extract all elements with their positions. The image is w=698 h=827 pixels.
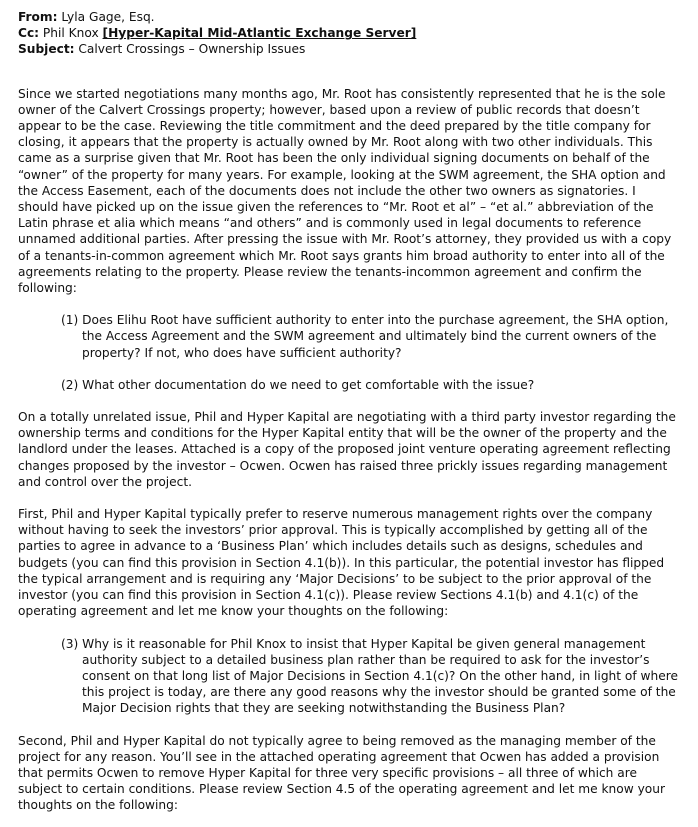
cc-value: Phil Knox [42,26,99,41]
from-line [18,9,678,25]
from-label: From: [18,10,58,24]
cc-server-link[interactable]: [Hyper-Kapital Mid-Atlantic Exchange Server] [102,26,417,41]
paragraph-investor: On a totally unrelated issue, Phil and Hyper Kapital are negotiating with a third party investor regarding the ownership terms and conditions for the Hyper Kapital entity that will be the owner of the property and the landlord under the leases. Attached is a copy of the proposed joint venture operating agreement reflecting changes proposed by the investor – Ocwen. Ocwen has raised three prickly issues regarding management and control over the project. [18,410,676,489]
from-value: Lyla Gage, Esq. [61,10,155,24]
cc-label: Cc: [18,26,40,41]
subject-line [18,41,678,57]
subject-value: Calvert Crossings – Ownership Issues [78,42,306,57]
cc-line [18,25,678,41]
question-1: (1) Does Elihu Root have sufficient authority to enter into the purchase agreement, the SHA option, the Access Agreement and the SWM agreement and ultimately bind the current owners of the property? If not, who does have sufficient authority? [61,313,669,360]
question-3: (3) Why is it reasonable for Phil Knox to insist that Hyper Kapital be given general management authority subject to a detailed business plan rather than be required to ask for the investor’s consent on that long list of Major Decisions in Section 4.1(c)? On the other hand, in light of where this project is today, are there any good reasons why the investor should be granted some of the Major Decision rights that they are seeking notwithstanding the Business Plan? [61,636,678,716]
subject-label: Subject: [18,42,75,57]
paragraph-management-rights: First, Phil and Hyper Kapital typically prefer to reserve numerous management rights over the company without having to seek the investors’ prior approval. This is typically accomplished by getting all of the parties to agree in advance to a ‘Business Plan’ which includes details such as designs, schedules and budgets (you can find this provision in Section 4.1(b)). In this particular, the potential investor has flipped the typical arrangement and is requiring any ‘Major Decisions’ to be subject to the prior approval of the investor (you can find this provision in Section 4.1(c)). Please review Sections 4.1(b) and 4.1(c) of the operating agreement and let me know your thoughts on the following: [18,507,665,619]
question-2: (2) What other documentation do we need to get comfortable with the issue? [61,377,535,392]
paragraph-ownership: Since we started negotiations many months ago, Mr. Root has consistently represented that he is the sole owner of the Calvert Crossings property; however, based upon a review of public records that doesn’t appear to be the case. Reviewing the title commitment and the deed prepared by the title company for closing, it appears that the property is actually owned by Mr. Root along with two other individuals. This came as a surprise given that Mr. Root has been the only individual signing documents on behalf of the “owner” of the property for many years. For example, looking at the SWM agreement, the SHA option and the Access Easement, each of the documents does not include the other two owners as signatories. I should have picked up on the issue given the references to “Mr. Root et al” – “et al.” abbreviation of the Latin phrase et alia which means “and others” and is commonly used in legal documents to reference unnamed additional parties. After pressing the issue with Mr. Root’s attorney, they provided us with a copy of a tenants-in-common agreement which Mr. Root says grants him broad authority to enter into all of the agreements relating to the property. Please review the tenants-incommon agreement and confirm the following: [18,86,672,296]
paragraph-removal: Second, Phil and Hyper Kapital do not typically agree to being removed as the managing member of the project for any reason. You’ll see in the attached operating agreement that Ocwen has added a provision that permits Ocwen to remove Hyper Kapital for three very specific provisions – all three of which are subject to certain conditions. Please review Section 4.5 of the operating agreement and let me know your thoughts on the following: [18,733,665,813]
